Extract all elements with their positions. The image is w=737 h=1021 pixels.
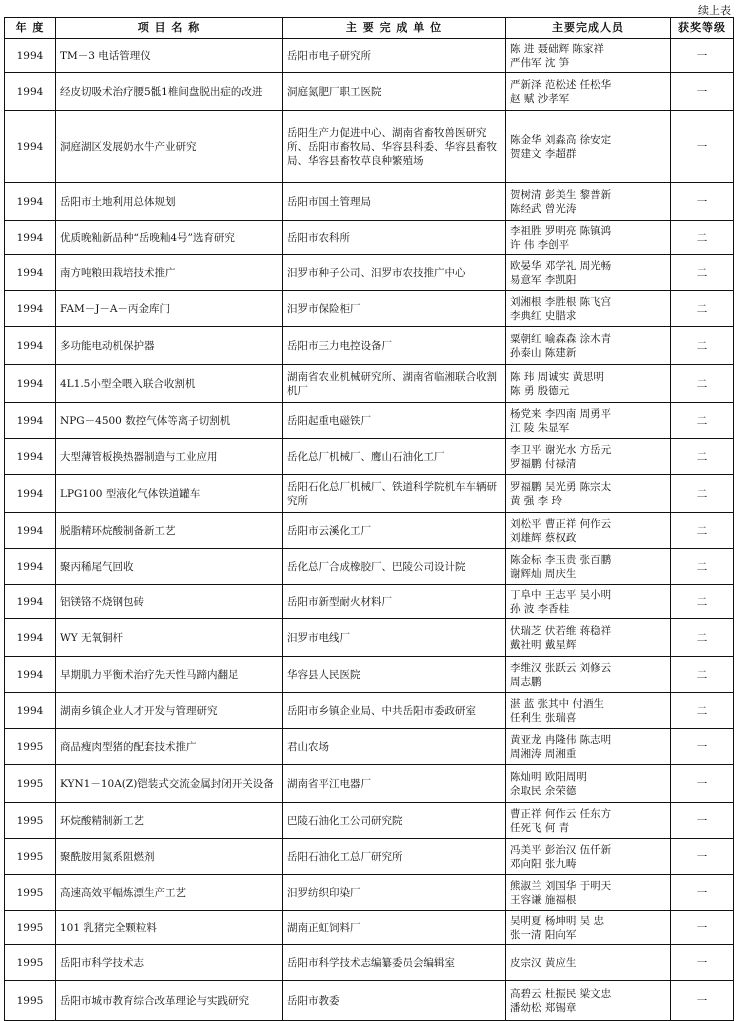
- grade-cell: 二: [671, 475, 734, 513]
- people-cell: 湛 蓝 张其中 付酒生 任利生 张瑞喜: [506, 693, 671, 729]
- header-project: 项 目 名 称: [56, 18, 283, 39]
- unit-cell: 岳阳市教委: [283, 981, 506, 1021]
- year-cell: 1995: [5, 765, 56, 803]
- people-cell: 熊淑兰 刘国华 于明天 王容谦 施福根: [506, 875, 671, 911]
- table-row: [5, 39, 734, 73]
- table-body: [5, 39, 734, 1021]
- header-people: 主要完成人员: [506, 18, 671, 39]
- year-cell: 1995: [5, 803, 56, 839]
- year-cell: 1994: [5, 657, 56, 693]
- unit-cell: 汨罗纺织印染厂: [283, 875, 506, 911]
- people-cell: 陈 进 聂础辉 陈家祥 严伟军 沈 笋: [506, 39, 671, 73]
- year-cell: 1995: [5, 729, 56, 765]
- grade-cell: 二: [671, 255, 734, 291]
- unit-cell: 君山农场: [283, 729, 506, 765]
- project-name-cell: FAM－J－A－丙金库门: [56, 291, 283, 327]
- year-cell: 1995: [5, 875, 56, 911]
- header-grade: 获奖等级: [671, 18, 734, 39]
- project-name-cell: 商品瘦肉型猪的配套技术推广: [56, 729, 283, 765]
- unit-cell: 洞庭氮肥厂职工医院: [283, 73, 506, 111]
- unit-cell: 岳阳市乡镇企业局、中共岳阳市委政研室: [283, 693, 506, 729]
- people-cell: 李卫平 谢光水 方岳元 罗福鹏 付禄清: [506, 439, 671, 475]
- people-cell: 高碧云 杜振民 梁文忠 潘幼松 郑锡章: [506, 981, 671, 1021]
- people-cell: 丁阜中 王志平 吴小明 孙 波 李香桂: [506, 585, 671, 619]
- project-name-cell: WY 无氧铜杆: [56, 619, 283, 657]
- unit-cell: 岳阳市云溪化工厂: [283, 513, 506, 549]
- unit-cell: 汨罗市种子公司、汨罗市农技推广中心: [283, 255, 506, 291]
- table-row: [5, 693, 734, 729]
- people-cell: 伏瑞芝 伏若维 蒋稳祥 戴社明 戴星辉: [506, 619, 671, 657]
- year-cell: 1995: [5, 911, 56, 945]
- project-name-cell: NPG－4500 数控气体等离子切割机: [56, 403, 283, 439]
- grade-cell: 一: [671, 839, 734, 875]
- grade-cell: 一: [671, 111, 734, 183]
- project-name-cell: 铝镁铬不烧钢包砖: [56, 585, 283, 619]
- people-cell: 黄亚龙 冉隆伟 陈志明 周湘涛 周湘重: [506, 729, 671, 765]
- table-row: [5, 327, 734, 365]
- project-name-cell: 岳阳市城市教育综合改革理论与实践研究: [56, 981, 283, 1021]
- people-cell: 陈金标 李玉贵 张百鹏 谢辉灿 周庆生: [506, 549, 671, 585]
- grade-cell: 一: [671, 945, 734, 981]
- project-name-cell: 优质晚籼新品种“岳晚籼4号”选育研究: [56, 221, 283, 255]
- table-row: [5, 475, 734, 513]
- grade-cell: 二: [671, 693, 734, 729]
- project-name-cell: 岳阳市土地利用总体规划: [56, 183, 283, 221]
- grade-cell: 二: [671, 403, 734, 439]
- unit-cell: 华容县人民医院: [283, 657, 506, 693]
- table-row: [5, 513, 734, 549]
- project-name-cell: LPG100 型液化气体铁道罐车: [56, 475, 283, 513]
- year-cell: 1994: [5, 73, 56, 111]
- project-name-cell: 大型薄管板换热器制造与工业应用: [56, 439, 283, 475]
- people-cell: 贺树清 彭美生 黎普新 陈经武 曾光涛: [506, 183, 671, 221]
- year-cell: 1994: [5, 475, 56, 513]
- table-row: [5, 403, 734, 439]
- grade-cell: 一: [671, 911, 734, 945]
- project-name-cell: 环烷酸精制新工艺: [56, 803, 283, 839]
- table-row: [5, 729, 734, 765]
- people-cell: 吴明夏 杨坤明 吴 忠 张一清 阳向军: [506, 911, 671, 945]
- project-name-cell: 洞庭湖区发展奶水牛产业研究: [56, 111, 283, 183]
- people-cell: 陈 玮 周诚实 黄思明 陈 勇 殷德元: [506, 365, 671, 403]
- year-cell: 1995: [5, 945, 56, 981]
- project-name-cell: 湖南乡镇企业人才开发与管理研究: [56, 693, 283, 729]
- grade-cell: 二: [671, 657, 734, 693]
- table-row: [5, 765, 734, 803]
- year-cell: 1994: [5, 183, 56, 221]
- project-name-cell: 高速高效平幅炼漂生产工艺: [56, 875, 283, 911]
- grade-cell: 二: [671, 291, 734, 327]
- people-cell: 冯美平 彭治汉 伍仟新 邓向阳 张九畴: [506, 839, 671, 875]
- table-row: [5, 875, 734, 911]
- table-row: [5, 839, 734, 875]
- table-row: [5, 365, 734, 403]
- people-cell: 粟朝红 喻森森 涂木青 孙泰山 陈建新: [506, 327, 671, 365]
- grade-cell: 一: [671, 183, 734, 221]
- project-name-cell: 经皮切吸术治疗腰5骶1椎间盘脱出症的改进: [56, 73, 283, 111]
- unit-cell: 岳阳起重电磁铁厂: [283, 403, 506, 439]
- table-row: [5, 255, 734, 291]
- table-row: [5, 585, 734, 619]
- table-row: [5, 803, 734, 839]
- year-cell: 1994: [5, 585, 56, 619]
- grade-cell: 二: [671, 221, 734, 255]
- unit-cell: 岳阳市农科所: [283, 221, 506, 255]
- unit-cell: 汨罗市保险柜厂: [283, 291, 506, 327]
- project-name-cell: 岳阳市科学技术志: [56, 945, 283, 981]
- header-year: 年 度: [5, 18, 56, 39]
- project-name-cell: KYN1－10A(Z)铠装式交流金属封闭开关设备: [56, 765, 283, 803]
- table-row: [5, 291, 734, 327]
- people-cell: 陈金华 刘淼高 徐安定 贺建文 李超群: [506, 111, 671, 183]
- year-cell: 1994: [5, 111, 56, 183]
- unit-cell: 巴陵石油化工公司研究院: [283, 803, 506, 839]
- year-cell: 1994: [5, 403, 56, 439]
- continued-label: 续上表: [698, 4, 731, 17]
- project-name-cell: 聚酰胺用氮系阻燃剂: [56, 839, 283, 875]
- year-cell: 1994: [5, 549, 56, 585]
- people-cell: 李维汉 张跃云 刘修云 周志鹏: [506, 657, 671, 693]
- unit-cell: 湖南省平江电器厂: [283, 765, 506, 803]
- year-cell: 1994: [5, 39, 56, 73]
- grade-cell: 二: [671, 439, 734, 475]
- people-cell: 曹正祥 何作云 任东方 任死飞 何 青: [506, 803, 671, 839]
- year-cell: 1994: [5, 365, 56, 403]
- grade-cell: 一: [671, 765, 734, 803]
- people-cell: 刘松平 曹正祥 何作云 刘雄辉 蔡权政: [506, 513, 671, 549]
- table-row: [5, 945, 734, 981]
- grade-cell: 二: [671, 365, 734, 403]
- unit-cell: 岳阳市三力电控设备厂: [283, 327, 506, 365]
- grade-cell: 一: [671, 73, 734, 111]
- table-row: [5, 549, 734, 585]
- project-name-cell: 101 乳猪完全颗粒料: [56, 911, 283, 945]
- people-cell: 刘湘根 李胜根 陈飞宫 李典红 史腊求: [506, 291, 671, 327]
- unit-cell: 岳阳市科学技术志编纂委员会编辑室: [283, 945, 506, 981]
- header-row: [5, 18, 734, 39]
- table-row: [5, 221, 734, 255]
- awards-table: [4, 17, 734, 1021]
- unit-cell: 岳阳石油化工总厂研究所: [283, 839, 506, 875]
- project-name-cell: 聚丙稀尾气回收: [56, 549, 283, 585]
- year-cell: 1994: [5, 513, 56, 549]
- grade-cell: 二: [671, 327, 734, 365]
- grade-cell: 二: [671, 619, 734, 657]
- unit-cell: 岳阳市新型耐火材料厂: [283, 585, 506, 619]
- table-row: [5, 183, 734, 221]
- unit-cell: 岳阳市国土管理局: [283, 183, 506, 221]
- project-name-cell: TM－3 电话管理仪: [56, 39, 283, 73]
- people-cell: 罗福鹏 吴光勇 陈宗太 黄 强 李 玲: [506, 475, 671, 513]
- grade-cell: 一: [671, 875, 734, 911]
- table-row: [5, 619, 734, 657]
- grade-cell: 一: [671, 729, 734, 765]
- grade-cell: 二: [671, 513, 734, 549]
- people-cell: 严新泽 范松述 任松华 赵 赋 沙孝军: [506, 73, 671, 111]
- grade-cell: 一: [671, 981, 734, 1021]
- unit-cell: 湖南省农业机械研究所、湖南省临湘联合收割机厂: [283, 365, 506, 403]
- year-cell: 1994: [5, 693, 56, 729]
- unit-cell: 岳阳石化总厂机械厂、铁道科学院机车车辆研究所: [283, 475, 506, 513]
- year-cell: 1994: [5, 291, 56, 327]
- unit-cell: 汨罗市电线厂: [283, 619, 506, 657]
- people-cell: 杨党来 李四南 周勇平 江 陵 朱显军: [506, 403, 671, 439]
- year-cell: 1995: [5, 839, 56, 875]
- table-row: [5, 911, 734, 945]
- unit-cell: 岳化总厂合成橡胶厂、巴陵公司设计院: [283, 549, 506, 585]
- year-cell: 1995: [5, 981, 56, 1021]
- table-row: [5, 657, 734, 693]
- table-row: [5, 439, 734, 475]
- year-cell: 1994: [5, 439, 56, 475]
- grade-cell: 一: [671, 803, 734, 839]
- unit-cell: 湖南正虹饲料厂: [283, 911, 506, 945]
- year-cell: 1994: [5, 619, 56, 657]
- grade-cell: 二: [671, 549, 734, 585]
- project-name-cell: 多功能电动机保护器: [56, 327, 283, 365]
- table-row: [5, 73, 734, 111]
- table-row: [5, 111, 734, 183]
- table-row: [5, 981, 734, 1021]
- header-unit: 主 要 完 成 单 位: [283, 18, 506, 39]
- unit-cell: 岳化总厂机械厂、鹰山石油化工厂: [283, 439, 506, 475]
- people-cell: 李祖胜 罗明亮 陈镇鸿 许 伟 李创平: [506, 221, 671, 255]
- people-cell: 陈灿明 欧阳周明 余取民 余荣德: [506, 765, 671, 803]
- year-cell: 1994: [5, 255, 56, 291]
- unit-cell: 岳阳市电子研究所: [283, 39, 506, 73]
- people-cell: 皮宗汉 黄应生: [506, 945, 671, 981]
- year-cell: 1994: [5, 327, 56, 365]
- year-cell: 1994: [5, 221, 56, 255]
- grade-cell: 二: [671, 585, 734, 619]
- project-name-cell: 脱脂精环烷酸制备新工艺: [56, 513, 283, 549]
- project-name-cell: 南方吨粮田栽培技术推广: [56, 255, 283, 291]
- people-cell: 欧晏华 邓学礼 周光畅 易意军 李凯阳: [506, 255, 671, 291]
- project-name-cell: 早期肌力平衡术治疗先天性马蹄内翻足: [56, 657, 283, 693]
- project-name-cell: 4L1.5小型全喂入联合收割机: [56, 365, 283, 403]
- unit-cell: 岳阳生产力促进中心、湖南省畜牧兽医研究所、岳阳市畜牧局、华容县科委、华容县畜牧局、华容县畜牧草良种繁殖场: [283, 111, 506, 183]
- grade-cell: 一: [671, 39, 734, 73]
